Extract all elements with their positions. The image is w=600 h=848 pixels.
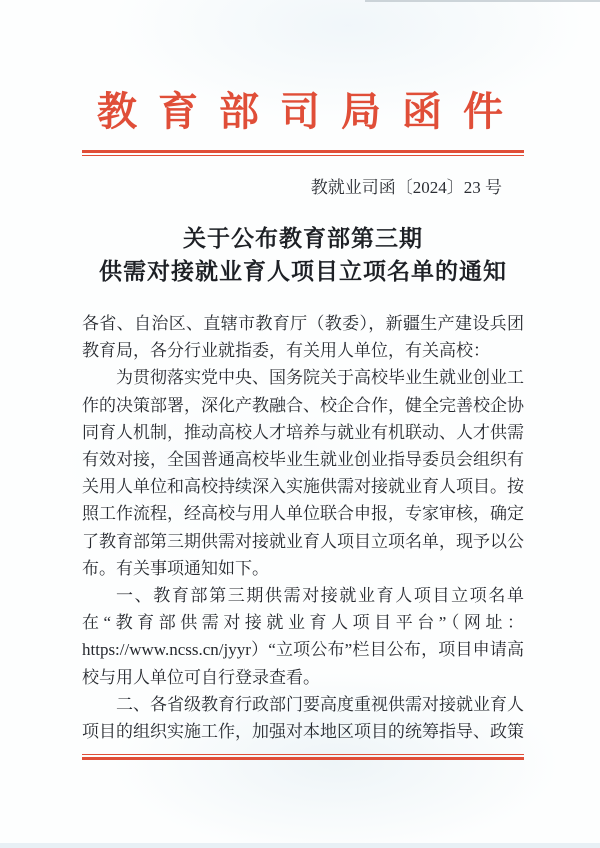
document-number: 教就业司函〔2024〕23 号 <box>310 178 502 197</box>
scan-top-edge <box>365 0 600 2</box>
paragraph-list <box>82 364 524 745</box>
footer-red-rule <box>82 754 524 760</box>
letterhead-title: 教育部司局函件 <box>97 89 524 134</box>
body-paragraph: 为贯彻落实党中央、国务院关于高校毕业生就业创业工作的决策部署，深化产教融合、校企合作，健全完善校企协同育人机制，推动高校人才培养与就业有机联动、人才供需有效对接，全国普通高校毕业生就业创业指导委员会组织有关用人单位和高校持续深入实施供需对接就业育人项目。按照工作流程，经高校与用人单位联合申报，专家审核，确定了教育部第三期供需对接就业育人项目立项名单，现予以公布。有关事项通知如下。 <box>82 368 524 578</box>
notice-title-line1: 关于公布教育部第三期 <box>183 226 423 251</box>
notice-title <box>82 222 524 288</box>
letter-body <box>82 310 524 745</box>
body-paragraph: 二、各省级教育行政部门要高度重视供需对接就业育人项目的组织实施工作，加强对本地区项目的统筹指导、政策 <box>82 694 524 742</box>
scan-bottom-edge <box>0 843 600 848</box>
notice-title-line2: 供需对接就业育人项目立项名单的通知 <box>99 259 507 284</box>
header-red-rule <box>82 150 524 156</box>
body-paragraph: 一、教育部第三期供需对接就业育人项目立项名单在“教育部供需对接就业育人项目平台”（网址：https://www.ncss.cn/jyyr）“立项公布”栏目公布，项目申请高校与用人单位可自行登录查看。 <box>82 586 524 687</box>
salutation: 各省、自治区、直辖市教育厅（教委），新疆生产建设兵团教育局，各分行业就指委，有关用人单位，有关高校： <box>82 314 524 361</box>
